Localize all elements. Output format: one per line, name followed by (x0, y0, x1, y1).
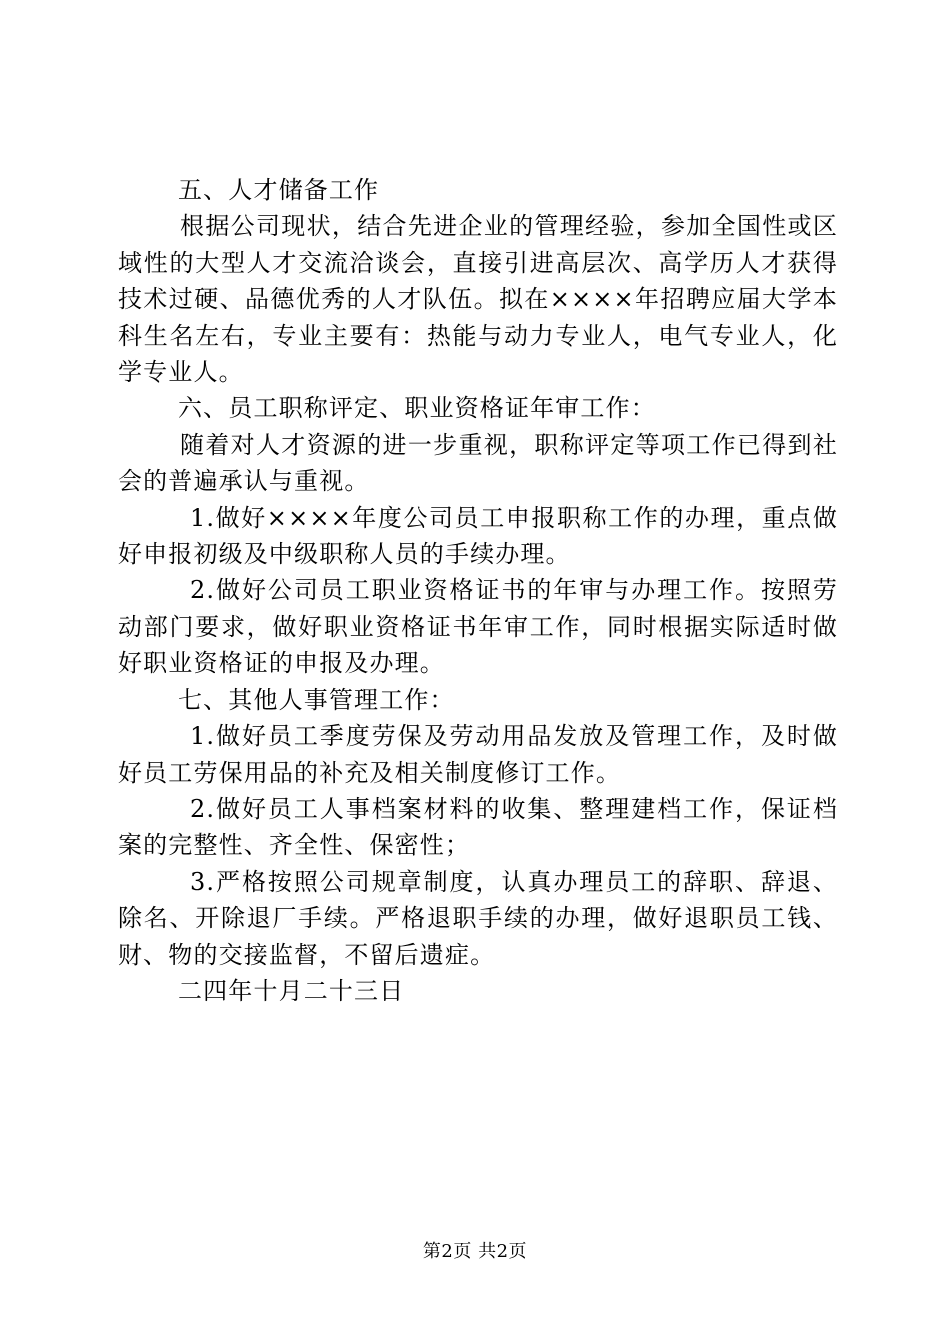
section-5-paragraph: 根据公司现状，结合先进企业的管理经验，参加全国性或区域性的大型人才交流洽谈会，直接引进高层次、高学历人才获得技术过硬、品德优秀的人才队伍。拟在××××年招聘应届大学本科生名左右，专业主要有：热能与动力专业人，电气专业人，化学专业人。 (118, 212, 838, 387)
section-5-heading: 五、人才储备工作 (178, 176, 380, 204)
section-7-item-3: 3.严格按照公司规章制度，认真办理员工的辞职、辞退、除名、开除退厂手续。严格退职手续的办理，做好退职员工钱、财、物的交接监督，不留后遗症。 (118, 867, 838, 969)
document-date: 二四年十月二十三日 (178, 976, 405, 1005)
section-6-paragraph: 随着对人才资源的进一步重视，职称评定等项工作已得到社会的普遍承认与重视。 (118, 430, 838, 496)
section-6-item-1: 1.做好××××年度公司员工申报职称工作的办理，重点做好申报初级及中级职称人员的手续办理。 (118, 503, 838, 569)
document-body (118, 172, 838, 1009)
section-7-item-2: 2.做好员工人事档案材料的收集、整理建档工作，保证档案的完整性、齐全性、保密性； (118, 794, 838, 860)
section-6-heading: 六、员工职称评定、职业资格证年审工作： (178, 394, 656, 423)
section-6-item-2: 2.做好公司员工职业资格证书的年审与办理工作。按照劳动部门要求，做好职业资格证书年审工作，同时根据实际适时做好职业资格证的申报及办理。 (118, 576, 838, 678)
section-7-item-1: 1.做好员工季度劳保及劳动用品发放及管理工作，及时做好员工劳保用品的补充及相关制度修订工作。 (118, 722, 838, 787)
section-7-heading: 七、其他人事管理工作： (178, 685, 455, 714)
page-number-footer: 第2页 共2页 (422, 1241, 528, 1262)
